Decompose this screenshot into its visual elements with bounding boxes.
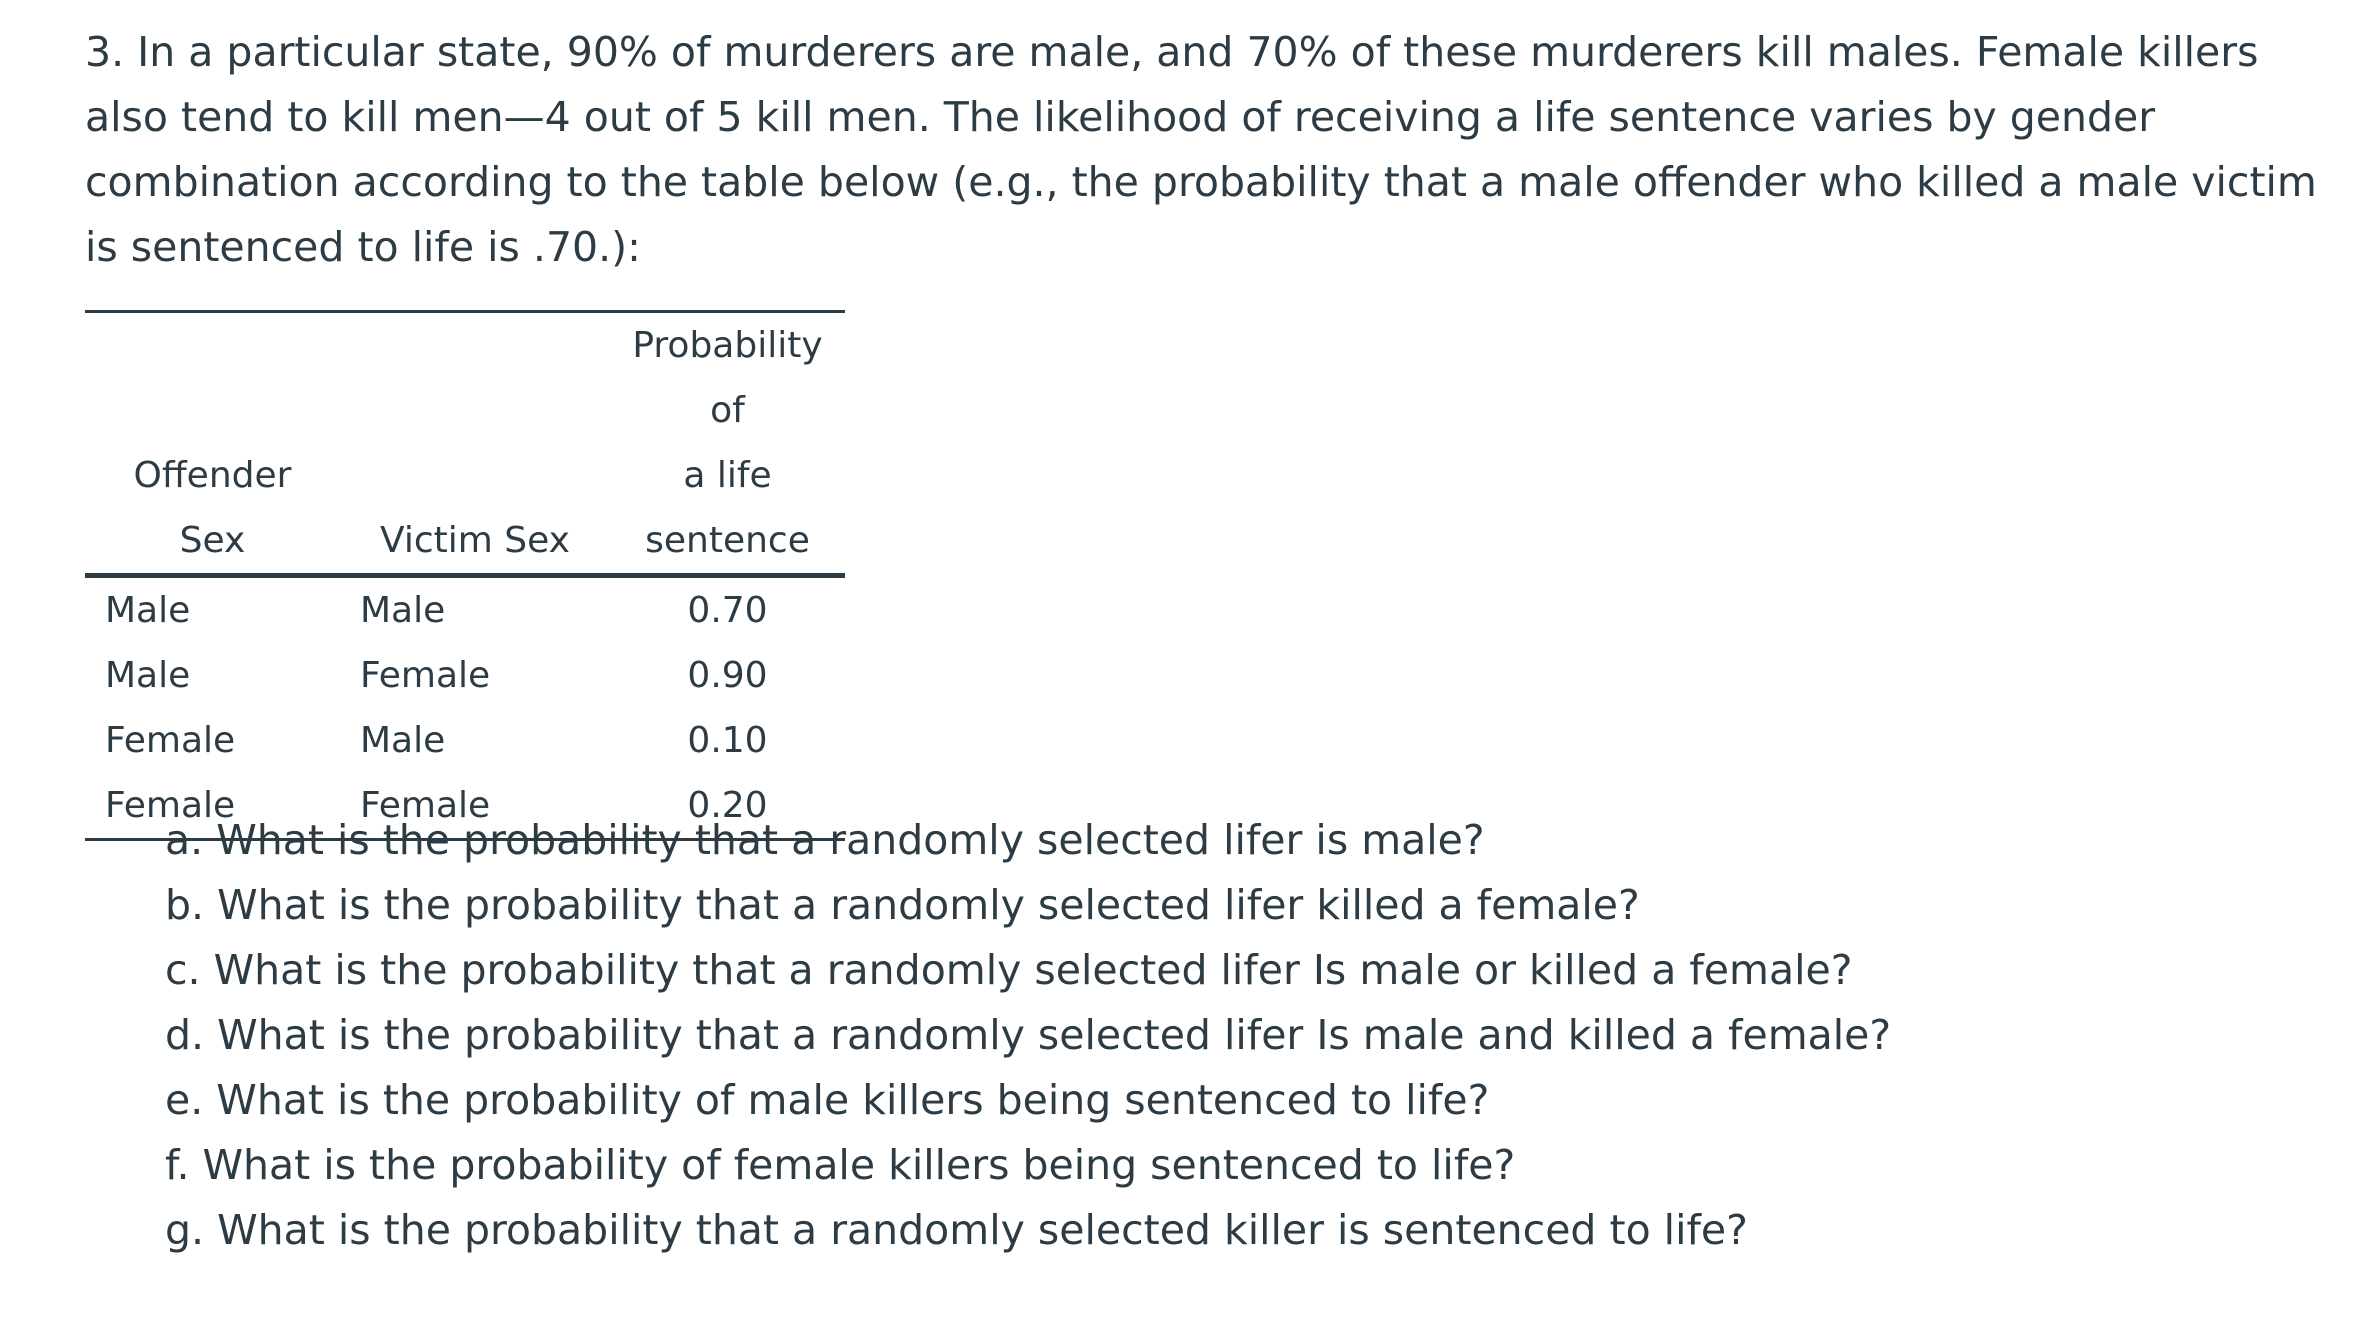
table-row: [85, 576, 845, 644]
header-offender-sex: [85, 313, 340, 576]
cell-victim-sex: Female: [360, 655, 491, 696]
question-g: g. What is the probability that a randomly selected killer is sentenced to life?: [165, 1206, 1748, 1254]
table-row: [85, 643, 845, 708]
question-d: d. What is the probability that a randomly selected lifer Is male and killed a female?: [165, 1011, 1892, 1059]
header-victim-sex: [340, 313, 610, 576]
question-f: f. What is the probability of female killers being sentenced to life?: [165, 1141, 1516, 1189]
header-prob-line3: sentence: [645, 520, 810, 561]
question-c: c. What is the probability that a randomly selected lifer Is male or killed a female?: [165, 946, 1853, 994]
header-prob-line1: Probability of: [632, 325, 823, 431]
header-offender-line2: Sex: [179, 520, 246, 561]
cell-probability: 0.20: [610, 773, 845, 840]
question-e: e. What is the probability of male killers being sentenced to life?: [165, 1076, 1490, 1124]
question-a: a. What is the probability that a randomly selected lifer is male?: [165, 816, 1485, 864]
cell-victim-sex: Female: [340, 773, 610, 840]
question-list: [165, 808, 1891, 1263]
header-victim-label: Victim Sex: [380, 520, 570, 561]
cell-offender-sex: Male: [105, 590, 191, 631]
life-sentence-table: [85, 310, 845, 841]
question-b: b. What is the probability that a randomly selected lifer killed a female?: [165, 881, 1640, 929]
cell-probability: 0.10: [687, 720, 768, 761]
problem-intro: 3. In a particular state, 90% of murderers are male, and 70% of these murderers kill males. Female killers also tend to kill men—4 out of 5 kill men. The likelihood of receiving a life sentence varies by gender combination according to the table below (e.g., the probability that a male offender who killed a male victim is sentenced to life is .70.):: [85, 28, 2317, 271]
header-probability: [610, 313, 845, 576]
header-prob-line2: a life: [683, 455, 772, 496]
cell-probability: 0.70: [687, 590, 768, 631]
cell-victim-sex: Male: [360, 720, 446, 761]
cell-offender-sex: Male: [105, 655, 191, 696]
table-row: [85, 708, 845, 773]
cell-offender-sex: Female: [85, 773, 340, 840]
table-header-row: [85, 313, 845, 576]
cell-victim-sex: Male: [360, 590, 446, 631]
header-offender-line1: Offender: [133, 455, 292, 496]
cell-probability: 0.90: [687, 655, 768, 696]
cell-offender-sex: Female: [105, 720, 236, 761]
